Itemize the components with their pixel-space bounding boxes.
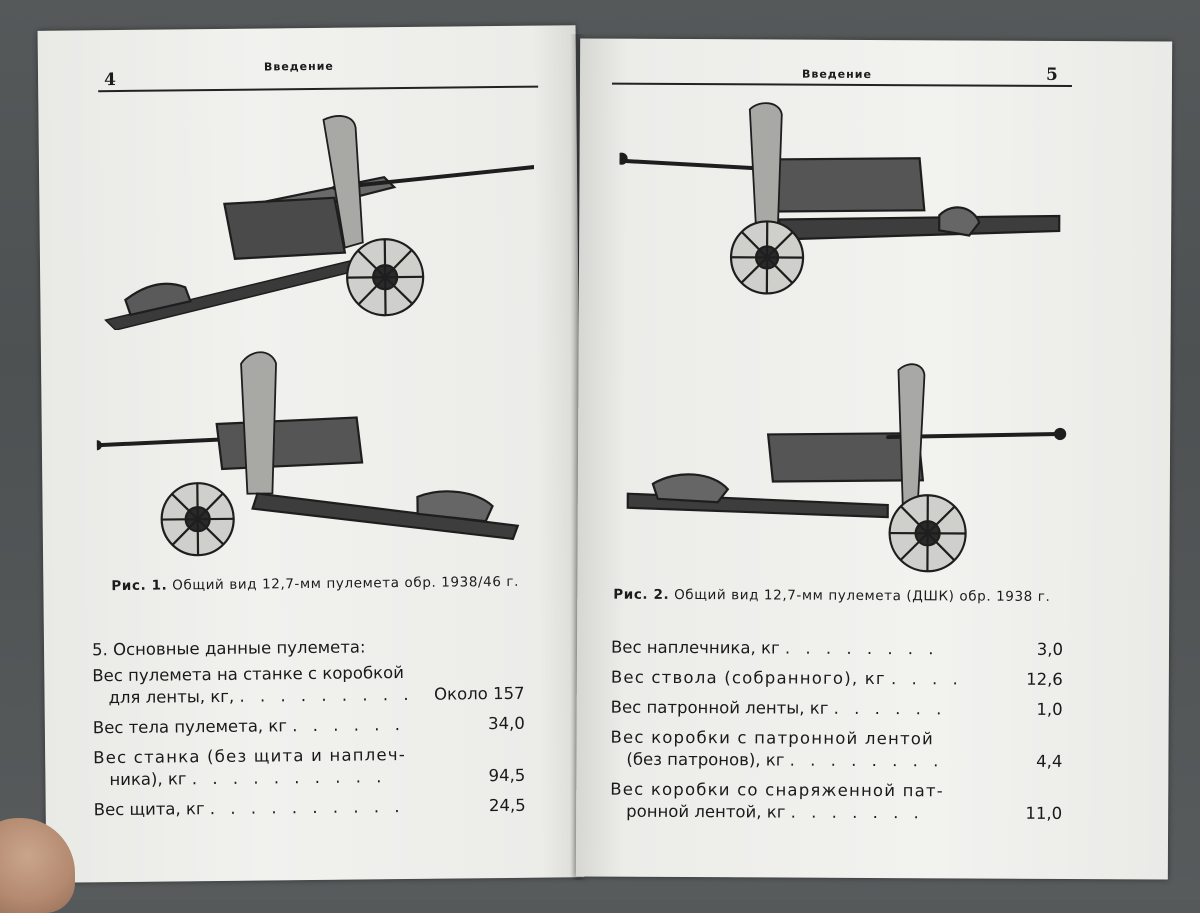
- item-label: Вес патронной ленты, кг: [610, 697, 829, 718]
- list-item: [94, 795, 526, 822]
- item-value: 4,4: [1036, 751, 1063, 771]
- item-value: 3,0: [1036, 639, 1064, 659]
- list-item: [93, 743, 525, 792]
- list-item: [610, 779, 1062, 825]
- leader-dots: . . . . . . . .: [789, 750, 944, 771]
- item-value: Около 157: [433, 683, 525, 704]
- item-label-continued: ника), кг: [109, 769, 187, 790]
- item-value: 34,0: [487, 713, 525, 734]
- item-label: Вес щита, кг: [93, 799, 205, 820]
- item-label: Вес тела пулемета, кг: [92, 716, 288, 738]
- item-label: Вес коробки с патронной лентой: [610, 727, 935, 749]
- page-number: 5: [1045, 64, 1058, 85]
- data-list: [92, 636, 526, 830]
- list-item: [611, 667, 1063, 691]
- running-title: Введение: [263, 59, 334, 74]
- leader-dots: . . . . . .: [292, 715, 406, 736]
- page-number: 4: [103, 70, 117, 91]
- figure-caption-label: Рис. 2.: [613, 586, 670, 603]
- item-label: Вес станка (без щита и наплеч-: [93, 745, 407, 768]
- list-item: [93, 713, 525, 740]
- item-label: Вес ствола (собранного), кг: [610, 667, 886, 689]
- list-item: [610, 727, 1062, 773]
- data-list: [610, 637, 1063, 833]
- item-label: Вес коробки со снаряженной пат-: [610, 779, 944, 801]
- item-label: Вес наплечника, кг: [610, 637, 780, 658]
- machine-gun-illustration: [617, 354, 1068, 586]
- list-item: Вес пулемета на станке с коробкой для ленты, кг, . . . . . . . . . Около 157: [92, 661, 524, 710]
- running-title: Введение: [801, 67, 872, 81]
- list-item: [611, 637, 1063, 661]
- list-item: [611, 697, 1063, 721]
- leader-dots: . . . . . .: [833, 698, 947, 719]
- figure-caption: [111, 574, 519, 594]
- machine-gun-illustration: [619, 99, 1070, 311]
- left-page: [38, 25, 585, 883]
- item-value: 1,0: [1036, 699, 1063, 719]
- figure-caption-label: Рис. 1.: [111, 577, 168, 595]
- item-label-continued: ронной лентой, кг: [626, 801, 786, 822]
- item-label: Вес пулемета на станке с коробкой: [92, 663, 405, 686]
- leader-dots: . . . . . . .: [790, 802, 924, 823]
- leader-dots: . . . . . . . . .: [239, 684, 414, 706]
- figure-caption-text: Общий вид 12,7-мм пулемета обр. 1938/46 г.: [172, 573, 520, 594]
- right-page: [576, 38, 1172, 879]
- header-rule: [98, 86, 538, 93]
- item-value: 24,5: [488, 795, 526, 816]
- item-value: 12,6: [1026, 669, 1063, 689]
- item-value: 94,5: [488, 765, 526, 786]
- machine-gun-illustration: [93, 106, 535, 331]
- item-value: 11,0: [1025, 803, 1063, 823]
- header-rule: [612, 83, 1072, 87]
- figure-caption: [613, 587, 1050, 605]
- item-label-continued: для ленты, кг: [108, 686, 230, 708]
- leader-dots: . . . . . . . .: [784, 638, 939, 659]
- machine-gun-illustration: [96, 341, 538, 576]
- section-title: 5. Основные данные пулемета:: [91, 637, 366, 660]
- item-label-continued: (без патронов), кг: [626, 749, 785, 770]
- figure-caption-text: Общий вид 12,7-мм пулемета (ДШК) обр. 1938 г.: [674, 586, 1051, 605]
- leader-dots: . . . .: [891, 669, 963, 689]
- leader-dots: . . . . . . . . . .: [191, 767, 387, 789]
- leader-dots: . . . . . . . . . .: [209, 797, 405, 819]
